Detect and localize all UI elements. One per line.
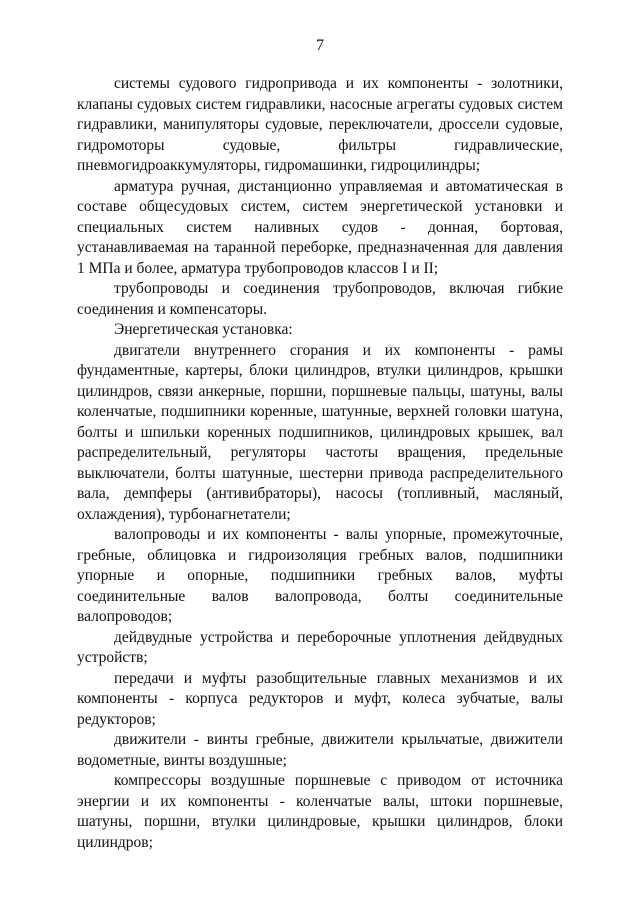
paragraph-gears: передачи и муфты разобщительные главных механизмов и их компоненты - корпуса редукторов и муфт, колеса зубчатые, валы редукторов;	[77, 669, 563, 728]
paragraph-shafting: валопроводы и их компоненты - валы упорные, промежуточные, гребные, облицовка и гидроизоляция гребных валов, подшипники упорные и опорные, подшипники гребных валов, муфты соединительные валов валопровода, болты соединительные валопроводов;	[77, 526, 563, 625]
section-heading-power-plant: Энергетическая установка:	[114, 321, 293, 338]
paragraph-valves: арматура ручная, дистанционно управляемая и автоматическая в составе общесудовых систем, систем энергетической установки и специальных систем наливных судов - донная, бортовая, устанавливаемая на таранной переборке, предназначенная для давления 1 МПа и более, арматура трубопроводов классов I и II;	[77, 177, 563, 277]
paragraph-pipelines: трубопроводы и соединения трубопроводов, включая гибкие соединения и компенсаторы.	[77, 280, 563, 318]
paragraph-hydraulic-drive: системы судового гидропривода и их компоненты - золотники, клапаны судовых систем гидравлики, насосные агрегаты судовых систем гидравлики, манипуляторы судовые, переключатели, дроссели судовые, гидромоторы судовые, фильтры гидравлические, пневмогидроаккумуляторы, гидромашинки, гидроцилиндры;	[77, 75, 563, 174]
paragraph-compressors: компрессоры воздушные поршневые с приводом от источника энергии и их компоненты - коленчатые валы, штоки поршневые, шатуны, поршни, втулки цилиндровые, крышки цилиндров, блоки цилиндров;	[77, 772, 563, 851]
document-body	[77, 74, 563, 853]
page-number: 7	[316, 37, 324, 54]
paragraph-stern-tube: дейдвудные устройства и переборочные уплотнения дейдвудных устройств;	[77, 628, 563, 666]
paragraph-engines: двигатели внутреннего сгорания и их компоненты - рамы фундаментные, картеры, блоки цилиндров, втулки цилиндров, крышки цилиндров, связи анкерные, поршни, поршневые пальцы, шатуны, валы коленчатые, подшипники коренные, шатунные, верхней головки шатуна, болты и шпильки коренных подшипников, цилиндровых крышек, вал распределительный, регуляторы частоты вращения, предельные выключатели, болты шатунные, шестерни привода распределительного вала, демпферы (антивибраторы), насосы (топливный, масляный, охлаждения), турбонагнетатели;	[77, 341, 563, 523]
paragraph-propellers: движители - винты гребные, движители крыльчатые, движители водометные, винты воздушные;	[77, 731, 563, 769]
